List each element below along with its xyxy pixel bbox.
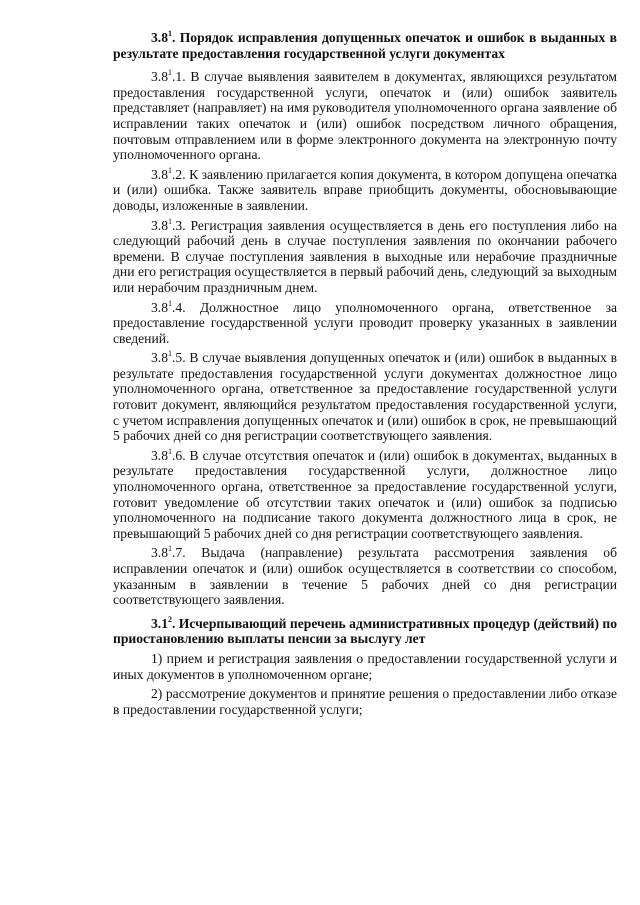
section-3-8-1-heading: $3.8^1$. Порядок исправления допущенных опечаток и ошибок в выданных в результате предоставления государственной услуги документах — [113, 29, 617, 61]
document-page — [113, 30, 617, 717]
paragraph-3-8-1-3: $3.8^1.3$. Регистрация заявления осуществляется в день его поступления либо на следующий рабочий день в случае поступления заявления по окончании рабочего времени. В случае поступления заявления в выходные или нерабочие праздничные дни его регистрация осуществляется в первый рабочий день, следующий за выходным или нерабочим праздничным днем. — [113, 216, 617, 295]
paragraph-3-8-1-6: $3.8^1.6$. В случае отсутствия опечаток и (или) ошибок в документах, выданных в результате предоставления государственной услуги, должностное лицо уполномоченного органа, ответственное за предоставление государственной услуги, готовит уведомление об отсутствии таких опечаток и (или) ошибок за подписью уполномоченного на подписание такого документа должностного лица в срок, не превышающий 5 рабочих дней со дня регистрации соответствующего заявления. — [113, 446, 617, 541]
paragraph-3-8-1-2: $3.8^1.2$. К заявлению прилагается копия документа, в котором допущена опечатка и (или) ошибка. Также заявитель вправе приобщить документы, обосновывающие доводы, изложенные в заявлении. — [113, 165, 617, 213]
paragraph-3-8-1-1: $3.8^1.1$. В случае выявления заявителем в документах, являющихся результатом предоставления государственной услуги, опечаток и (или) ошибок заявитель представляет (направляет) на имя руководителя уполномоченного органа заявление об исправлении таких опечаток и (или) ошибок посредством личного обращения, почтовым отправлением или в форме электронного документа на электронную почту уполномоченного органа. — [113, 68, 617, 163]
paragraph-3-8-1-4: $3.8^1.4$. Должностное лицо уполномоченного органа, ответственное за предоставление государственной услуги проводит проверку указанных в заявлении сведений. — [113, 298, 617, 346]
section-3-1-2-heading: $3.1^2$. Исчерпывающий перечень административных процедур (действий) по приостановлению выплаты пенсии за выслугу лет — [113, 614, 617, 647]
list-item-2: 2) рассмотрение документов и принятие решения о предоставлении либо отказе в предоставлении государственной услуги; — [113, 686, 617, 717]
list-item-1: 1) прием и регистрация заявления о предоставлении государственной услуги и иных документов в уполномоченном органе; — [113, 650, 617, 682]
paragraph-3-8-1-7: $3.8^1.7$. Выдача (направление) результата рассмотрения заявления об исправлении опечаток и (или) ошибок осуществляется в соответствии со способом, указанным в заявлении в течение 5 рабочих дней со дня регистрации соответствующего заявления. — [113, 544, 617, 608]
paragraph-3-8-1-5: $3.8^1.5$. В случае выявления допущенных опечаток и (или) ошибок в выданных в результате предоставления государственной услуги документах должностное лицо уполномоченного органа, ответственное за предоставление государственной услуги готовит документ, являющийся результатом предоставления государственной услуги, с учетом исправления допущенных опечаток и (или) ошибок в срок, не превышающий 5 рабочих дней со дня регистрации соответствующего заявления. — [113, 349, 617, 444]
